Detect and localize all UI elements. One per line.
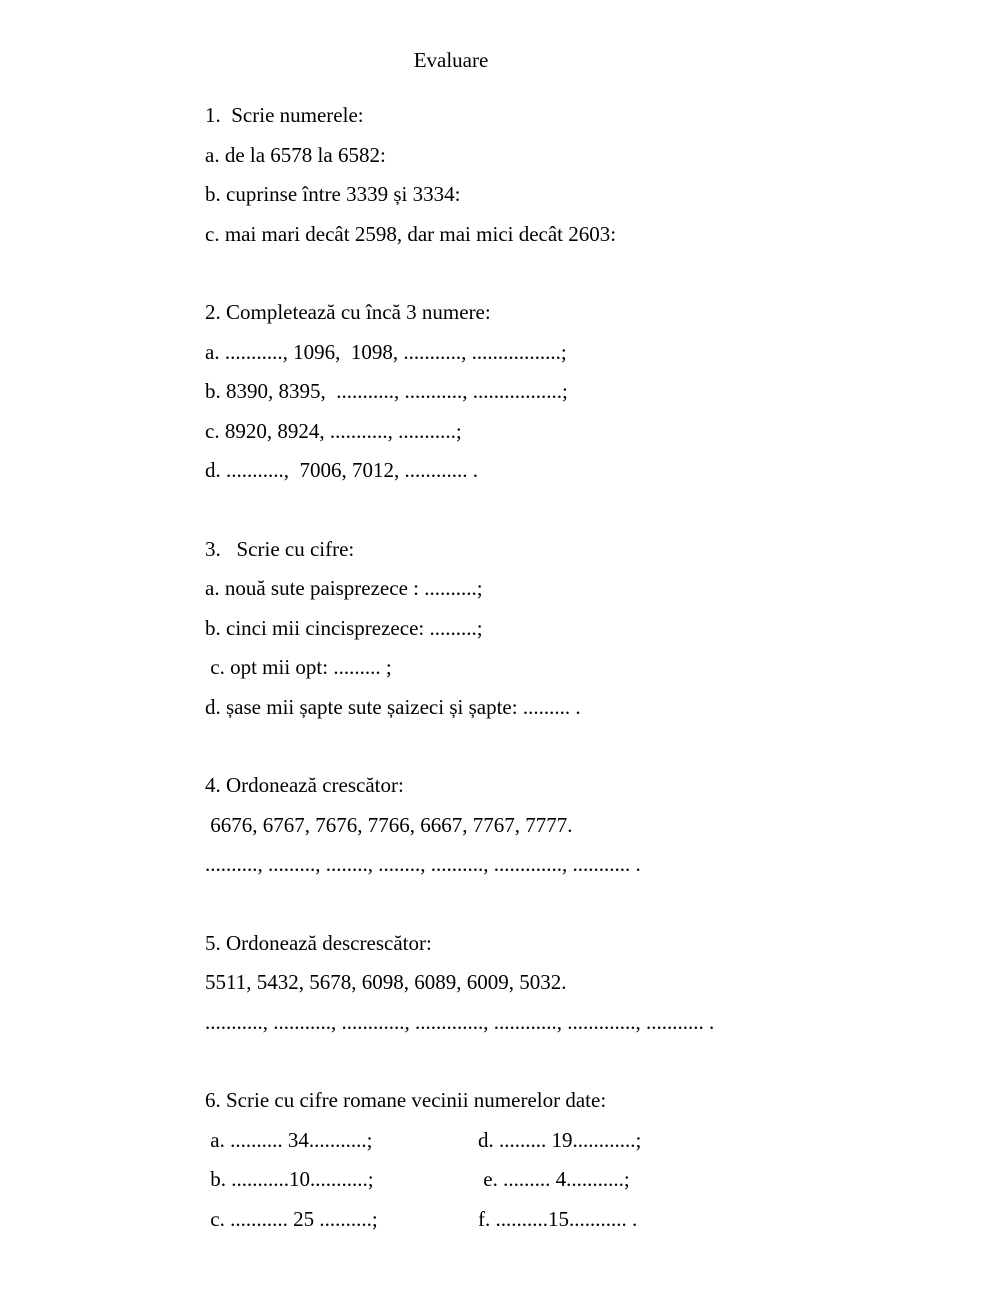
section-6-item-e: e. ......... 4...........; [478,1167,630,1191]
section-2-item-c: c. 8920, 8924, ..........., ...........; [205,419,462,443]
section-2-item-d: d. ..........., 7006, 7012, ............ . [205,458,478,482]
section-1-item-b: b. cuprinse între 3339 și 3334: [205,182,461,206]
section-1-item-c: c. mai mari decât 2598, dar mai mici decât 2603: [205,222,617,246]
section-3-item-b: b. cinci mii cincisprezece: .........; [205,616,483,640]
section-3-heading: 3. Scrie cu cifre: [205,537,355,561]
page-title: Evaluare [413,48,489,72]
section-3-item-c: c. opt mii opt: ......... ; [205,655,392,679]
section-3-item-a: a. nouă sute paisprezece : ..........; [205,576,483,600]
section-4-numbers: 6676, 6767, 7676, 7766, 6667, 7767, 7777. [205,813,573,837]
section-2-item-a: a. ..........., 1096, 1098, ..........., .................; [205,340,567,364]
section-5-numbers: 5511, 5432, 5678, 6098, 6089, 6009, 5032. [205,970,567,994]
section-5-answer-blanks: ..........., ..........., ............, ............., ............, ............., ........... . [205,1010,715,1034]
section-6-item-b: b. ...........10...........; [205,1167,374,1191]
section-6-item-d: d. ......... 19............; [478,1128,642,1152]
section-1-heading: 1. Scrie numerele: [205,103,364,127]
section-6-item-f: f. ..........15........... . [478,1207,638,1231]
section-1-item-a: a. de la 6578 la 6582: [205,143,386,167]
section-6-item-c: c. ........... 25 ..........; [205,1207,378,1231]
section-6-item-a: a. .......... 34...........; [205,1128,373,1152]
section-6-heading: 6. Scrie cu cifre romane vecinii numerelor date: [205,1088,607,1112]
section-3-item-d: d. șase mii șapte sute șaizeci și șapte: ......... . [205,695,581,719]
section-2-heading: 2. Completează cu încă 3 numere: [205,300,491,324]
section-2-item-b: b. 8390, 8395, ..........., ..........., .................; [205,379,568,403]
section-5-heading: 5. Ordonează descrescător: [205,931,432,955]
section-4-heading: 4. Ordonează crescător: [205,773,404,797]
section-4-answer-blanks: .........., ........., ........, ........, .........., ............., ........... . [205,852,641,876]
